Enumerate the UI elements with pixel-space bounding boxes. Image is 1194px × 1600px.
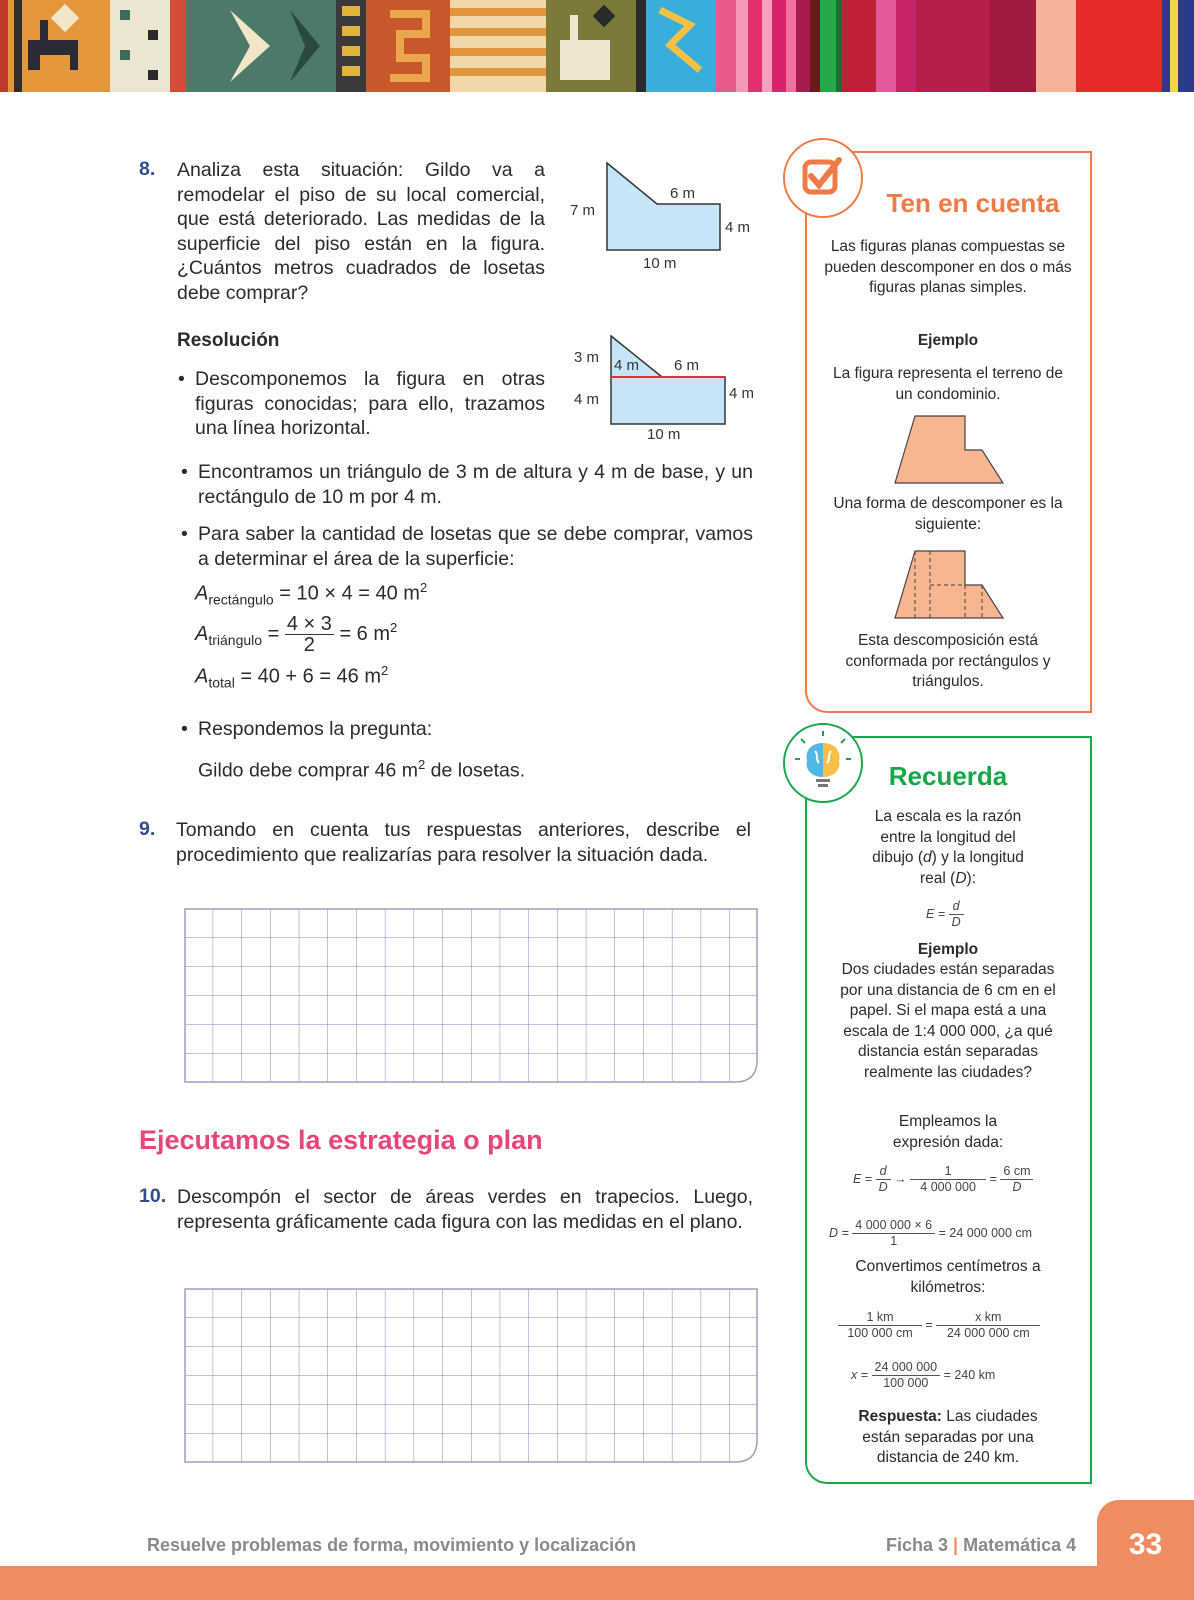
remember-paragraph-3: Empleamos la expresión dada: bbox=[892, 1113, 1004, 1151]
figure1-right-label: 4 m bbox=[725, 219, 751, 236]
remember-answer: Respuesta: Las ciudades están separadas por una distancia de 240 km. bbox=[858, 1408, 1038, 1466]
formula-total-area: $A_{total} = 40 + 6 = 46$ $m^2$ bbox=[195, 663, 389, 691]
question-9-text: Tomando en cuenta tus respuestas anteriores, describe el procedimiento que realizarías para resolver la situación dada. bbox=[176, 819, 751, 866]
figure2-top-label: 6 m bbox=[674, 357, 700, 374]
scale-equation-2: D = $\frac{4 000 000 \times 6}{1}$ = 24 000 000 cm bbox=[829, 1218, 1033, 1248]
figure2-bottom-label: 10 m bbox=[647, 426, 681, 443]
formula-rectangle-area: $A_{rectángulo} = 10 \times 4 = 40$ $m^2$ bbox=[195, 580, 428, 608]
tip-paragraph-3: Una forma de descomponer es la siguiente: bbox=[833, 495, 1063, 533]
page-number: 33 bbox=[1128, 1528, 1163, 1561]
remember-paragraph-2: Dos ciudades están separadas por una distancia de 6 cm en el papel. Si el mapa está a una escala de 1:4 000 000, ¿a qué distancia están separadas realmente las ciudades? bbox=[840, 961, 1056, 1081]
condominium-shape bbox=[893, 413, 1005, 490]
remember-title: Recuerda bbox=[888, 761, 1008, 791]
resolution-heading: Resolución bbox=[177, 330, 280, 351]
section-title: Ejecutamos la estrategia o plan bbox=[139, 1125, 543, 1155]
remember-example-label: Ejemplo bbox=[917, 941, 979, 958]
footer-bar bbox=[0, 1566, 1194, 1600]
question-9-number: 9. bbox=[139, 818, 156, 840]
remember-paragraph-4: Convertimos centímetros a kilómetros: bbox=[855, 1258, 1041, 1296]
scale-equation-1: E = $\frac{d}{D}$ → $\frac{1}{4 000 000}$ = $\frac{6 cm}{D}$ bbox=[853, 1164, 1033, 1195]
figure2-left-top-label: 3 m bbox=[574, 349, 600, 366]
remember-paragraph-1: La escala es la razón entre la longitud del dibujo (d) y la longitud real (D): bbox=[872, 808, 1024, 887]
scale-formula: E = $\frac{d}{D}$ bbox=[926, 899, 964, 930]
footer-right-text: Ficha 3 | Matemática 4 bbox=[886, 1535, 1077, 1555]
figure2-inner-label: 4 m bbox=[614, 357, 640, 374]
step-bullet-2: • Encontramos un triángulo de 3 m de altura y 4 m de base, y un rectángulo de 10 m por 4 m. bbox=[198, 460, 753, 509]
decorative-banner bbox=[0, 0, 1194, 92]
question-8-number: 8. bbox=[139, 158, 156, 180]
question-8-text: Analiza esta situación: Gildo va a remodelar el piso de su local comercial, que está deteriorado. Las medidas de la superficie del piso están en la figura. ¿Cuántos metros cuadrados de losetas debe comprar? bbox=[177, 159, 545, 304]
figure2-left-bottom-label: 4 m bbox=[574, 391, 600, 408]
tip-paragraph-2: La figura representa el terreno de un condominio. bbox=[832, 365, 1064, 403]
question-8-answer: Gildo debe comprar 46 $m^2$ de losetas. bbox=[198, 757, 525, 782]
tip-paragraph-4: Esta descomposición está conformada por rectángulos y triángulos. bbox=[845, 632, 1051, 690]
conversion-equation: $\frac{1 km}{100 000 cm}$ = $\frac{\text{x km}}{24 000 000 cm}$ bbox=[838, 1310, 1040, 1341]
question-10-text: Descompón el sector de áreas verdes en trapecios. Luego, representa gráficamente cada figura con las medidas en el plano. bbox=[177, 1186, 753, 1233]
step-bullet-3: • Para saber la cantidad de losetas que se debe comprar, vamos a determinar el área de la superficie: bbox=[198, 522, 753, 571]
decomposed-figure bbox=[565, 328, 765, 453]
figure1-bottom-label: 10 m bbox=[643, 255, 677, 272]
step-bullet-1: • Descomponemos la figura en otras figuras conocidas; para ello, trazamos una línea horizontal. bbox=[195, 367, 545, 441]
tip-title: Ten en cuenta bbox=[886, 188, 1060, 218]
tip-paragraph-1: Las figuras planas compuestas se pueden descomponer en dos o más figuras planas simples. bbox=[824, 238, 1072, 296]
figure1-top-label: 6 m bbox=[670, 185, 696, 202]
answer-grid-q10[interactable] bbox=[184, 1288, 758, 1468]
formula-triangle-area: $A_{triángulo}$ = $\frac{4 \times 3}{2}$ = 6 $m^2$ bbox=[195, 613, 398, 656]
footer-left-text: Resuelve problemas de forma, movimiento y localización bbox=[147, 1535, 637, 1555]
figure2-right-label: 4 m bbox=[729, 385, 755, 402]
answer-grid-q9[interactable] bbox=[184, 908, 758, 1088]
figure1-left-label: 7 m bbox=[570, 202, 596, 219]
floor-figure bbox=[565, 155, 765, 280]
check-icon bbox=[783, 138, 863, 218]
question-10-number: 10. bbox=[139, 1185, 167, 1207]
decomposed-condominium-shape bbox=[893, 548, 1005, 625]
step-bullet-4: • Respondemos la pregunta: bbox=[198, 717, 432, 742]
final-equation: x = $\frac{24 000 000}{100 000}$ = 240 km bbox=[851, 1360, 996, 1390]
brain-lightbulb-icon bbox=[783, 723, 863, 803]
tip-example-label: Ejemplo bbox=[917, 332, 979, 349]
